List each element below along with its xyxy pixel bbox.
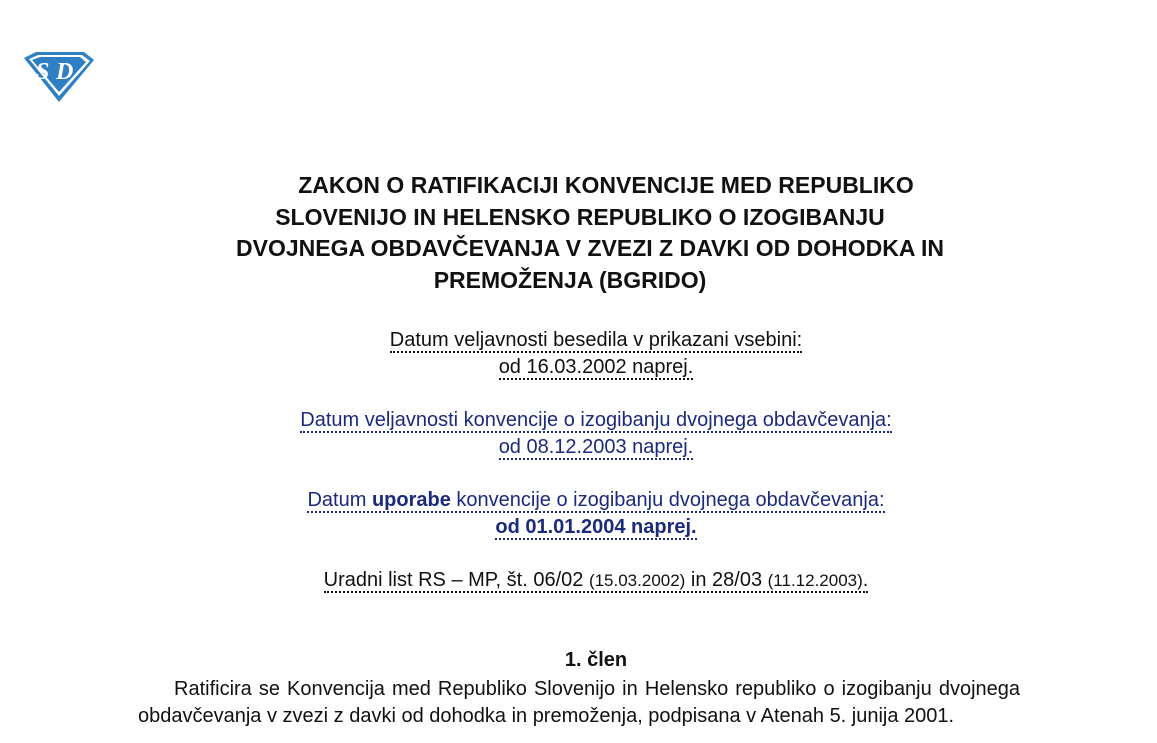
article-1-heading: 1. člen	[564, 649, 628, 671]
official-gazette-block	[140, 567, 1052, 594]
convention-validity-block	[140, 407, 1052, 461]
title-line-1: ZAKON O RATIFIKACIJI KONVENCIJE MED REPUBLIKO	[298, 172, 914, 198]
application-label-bold: uporabe	[371, 489, 451, 511]
convention-validity-date[interactable]: od 08.12.2003 naprej.	[498, 436, 694, 458]
gazette-date-1: (15.03.2002)	[588, 571, 686, 590]
text-validity-date[interactable]: od 16.03.2002 naprej.	[498, 356, 694, 378]
sd-logo-icon	[22, 50, 96, 104]
title-line-4: PREMOŽENJA (BGRIDO)	[433, 266, 707, 293]
svg-text:D: D	[56, 59, 74, 85]
gazette-end: .	[862, 569, 869, 591]
svg-text:S: S	[36, 59, 50, 85]
article-1-text: Ratificira se Konvencija med Republiko Slovenijo in Helensko republiko o izogibanju dvojnega obdavčevanja v zvezi z davki od dohodka in premoženja, podpisana v Atenah 5. junija 2001.	[138, 678, 1020, 727]
text-validity-block	[140, 327, 1052, 381]
gazette-date-2: (11.12.2003)	[767, 571, 863, 590]
gazette-text-1: Uradni list RS – MP, št. 06/02	[323, 569, 589, 591]
convention-application-block	[140, 487, 1052, 541]
title-line-3: DVOJNEGA OBDAVČEVANJA V ZVEZI Z DAVKI OD DOHODKA IN	[236, 235, 944, 261]
convention-application-date[interactable]: od 01.01.2004 naprej.	[495, 516, 697, 538]
convention-validity-label[interactable]: Datum veljavnosti konvencije o izogibanju dvojnega obdavčevanja:	[300, 409, 892, 431]
gazette-text-2: in 28/03	[685, 569, 768, 591]
official-gazette-reference[interactable]	[324, 570, 869, 593]
application-label-post: konvencije o izogibanju dvojnega obdavčevanja:	[450, 489, 885, 511]
document-title	[140, 170, 1040, 296]
application-label-pre: Datum	[307, 489, 372, 511]
text-validity-label[interactable]: Datum veljavnosti besedila v prikazani vsebini:	[389, 329, 803, 351]
title-line-2: SLOVENIJO IN HELENSKO REPUBLIKO O IZOGIBANJU	[275, 203, 885, 230]
convention-application-label[interactable]	[307, 490, 884, 513]
